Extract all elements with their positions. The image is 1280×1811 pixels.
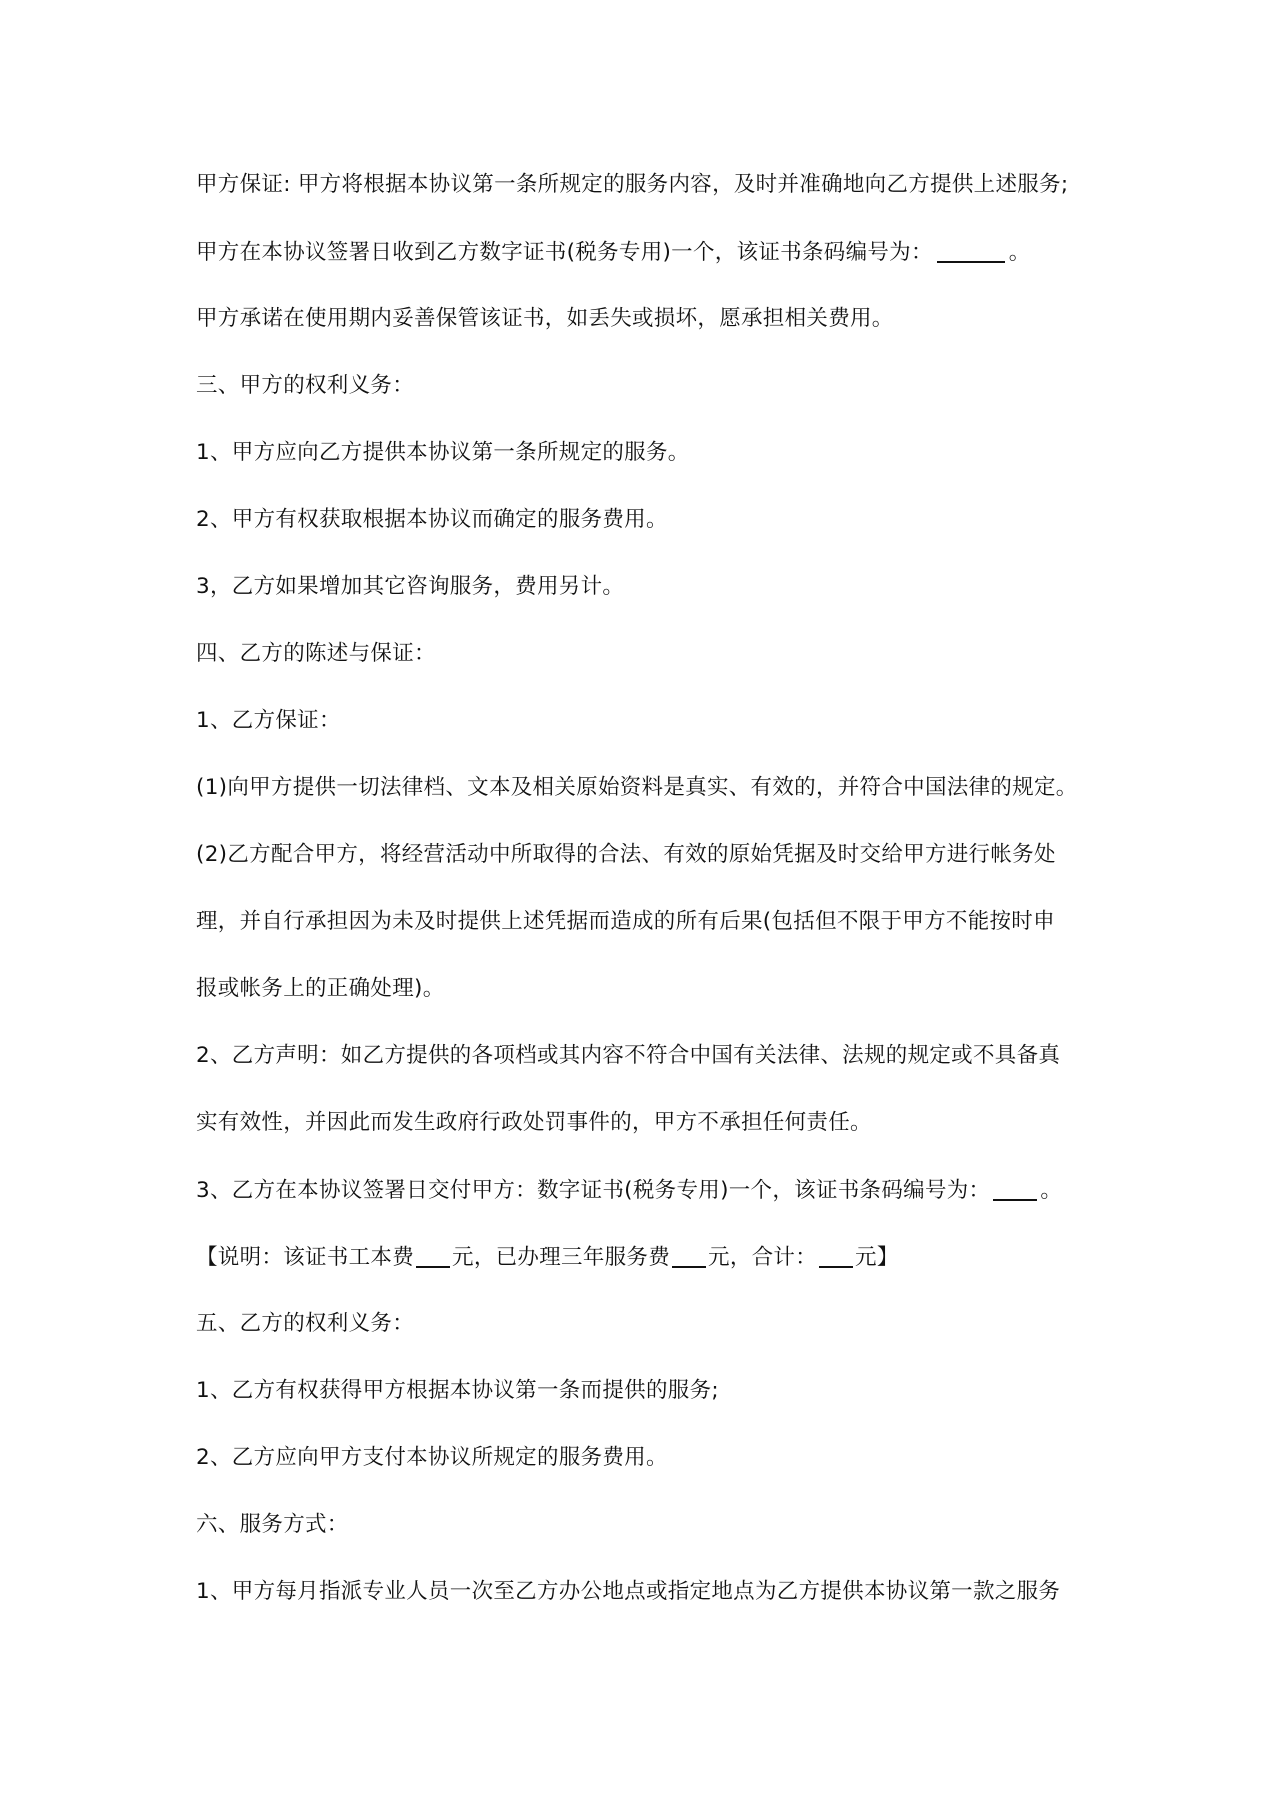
text-segment: 1、乙方有权获得甲方根据本协议第一条而提供的服务;: [196, 1378, 719, 1403]
text-segment: 报或帐务上的正确处理)。: [196, 976, 445, 1001]
text-segment: 甲方承诺在使用期内妥善保管该证书，如丢失或损坏，愿承担相关费用。: [196, 306, 894, 331]
paragraph-line: [196, 1441, 668, 1475]
text-segment: 1、乙方保证：: [196, 708, 341, 733]
section-heading: [196, 1508, 349, 1542]
paragraph-line: [196, 235, 1031, 270]
text-segment: 元，已办理三年服务费: [452, 1245, 671, 1270]
paragraph-line: [196, 302, 894, 336]
text-segment: 。: [1008, 240, 1031, 265]
text-segment: 元，合计：: [708, 1245, 818, 1270]
note-line: [196, 1240, 899, 1275]
paragraph-line: [196, 1374, 719, 1408]
paragraph-line: [196, 436, 690, 470]
section-heading: [196, 1307, 414, 1341]
fill-blank: [416, 1240, 450, 1268]
text-segment: 理，并自行承担因为未及时提供上述凭据而造成的所有后果(包括但不限于甲方不能按时申: [196, 909, 1055, 934]
text-segment: 3，乙方如果增加其它咨询服务，费用另计。: [196, 574, 625, 599]
text-segment: 元】: [855, 1245, 899, 1270]
text-segment: 3、乙方在本协议签署日交付甲方：数字证书(税务专用)一个，该证书条码编号为：: [196, 1178, 991, 1203]
paragraph-line: [196, 1575, 1060, 1609]
text-segment: 四、乙方的陈述与保证：: [196, 641, 436, 666]
fill-blank: [993, 1173, 1037, 1201]
fill-blank: [819, 1240, 853, 1268]
text-segment: 2、乙方声明：如乙方提供的各项档或其内容不符合中国有关法律、法规的规定或不具备真: [196, 1043, 1061, 1068]
text-segment: 五、乙方的权利义务：: [196, 1311, 415, 1336]
section-heading: [196, 369, 414, 403]
paragraph-line: [196, 1173, 1062, 1208]
paragraph-line: [196, 168, 1068, 202]
paragraph-line: [196, 972, 445, 1006]
paragraph-line: [196, 704, 341, 738]
paragraph-line: [196, 1106, 872, 1140]
text-segment: 【说明：该证书工本费: [196, 1245, 415, 1270]
text-segment: 2、乙方应向甲方支付本协议所规定的服务费用。: [196, 1445, 668, 1470]
fill-blank: [672, 1240, 706, 1268]
text-segment: 实有效性，并因此而发生政府行政处罚事件的，甲方不承担任何责任。: [196, 1110, 872, 1135]
text-segment: 2、甲方有权获取根据本协议而确定的服务费用。: [196, 507, 668, 532]
text-segment: 甲方保证: 甲方将根据本协议第一条所规定的服务内容，及时并准确地向乙方提供上述服务;: [196, 172, 1069, 197]
fill-blank: [937, 235, 1005, 263]
text-segment: 三、甲方的权利义务：: [196, 373, 415, 398]
paragraph-line: [196, 838, 1056, 872]
text-segment: (1)向甲方提供一切法律档、文本及相关原始资料是真实、有效的，并符合中国法律的规定。: [196, 775, 1078, 800]
section-heading: [196, 637, 436, 671]
paragraph-line: [196, 1039, 1060, 1073]
paragraph-line: [196, 771, 1078, 805]
text-segment: 。: [1040, 1178, 1063, 1203]
text-segment: (2)乙方配合甲方，将经营活动中所取得的合法、有效的原始凭据及时交给甲方进行帐务处: [196, 842, 1056, 867]
paragraph-line: [196, 503, 668, 537]
paragraph-line: [196, 570, 624, 604]
text-segment: 1、甲方每月指派专业人员一次至乙方办公地点或指定地点为乙方提供本协议第一款之服务: [196, 1579, 1061, 1604]
text-segment: 六、服务方式：: [196, 1512, 349, 1537]
paragraph-line: [196, 905, 1055, 939]
text-segment: 甲方在本协议签署日收到乙方数字证书(税务专用)一个，该证书条码编号为：: [196, 240, 933, 265]
text-segment: 1、甲方应向乙方提供本协议第一条所规定的服务。: [196, 440, 690, 465]
